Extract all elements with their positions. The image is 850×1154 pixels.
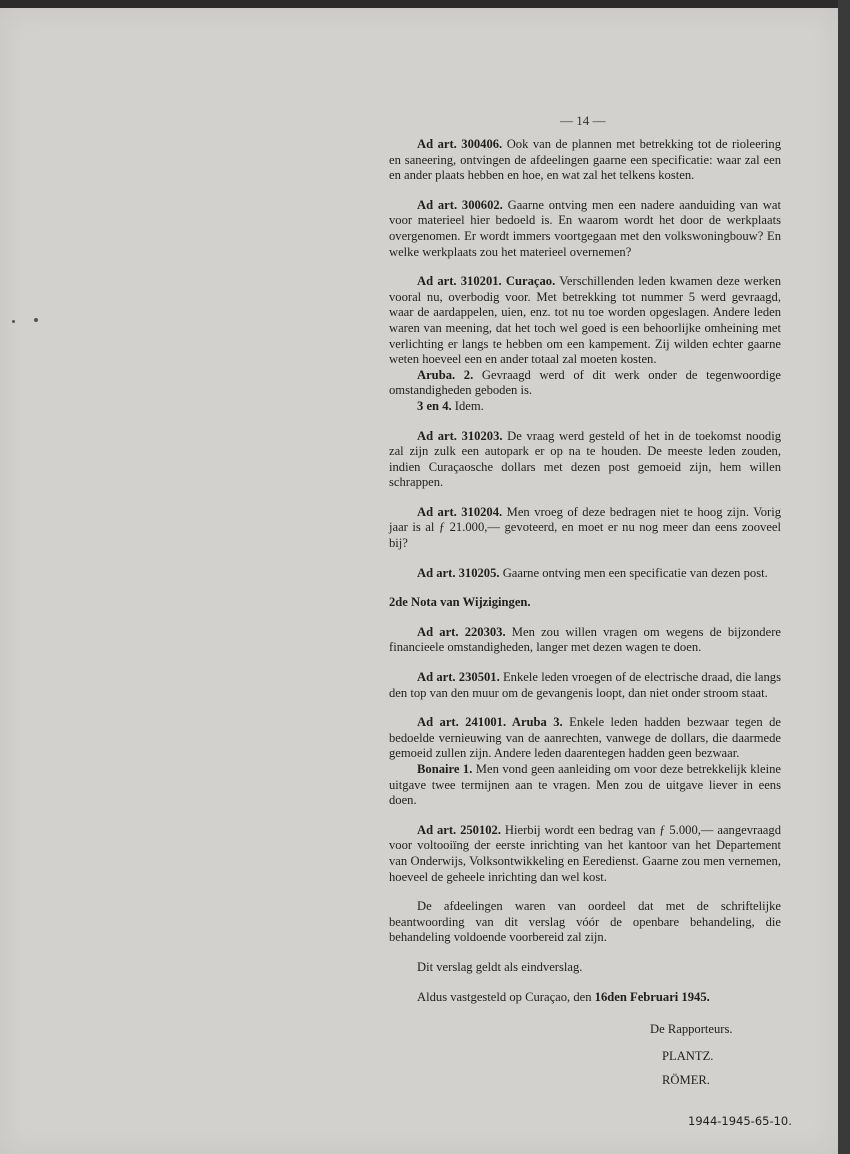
paragraph-text: Men zou willen vragen om wegens de bijzondere financieele omstandigheden, langer met dezen wagen te doen. [389, 624, 781, 655]
paragraph-text: Dit verslag geldt als eindverslag. [417, 959, 583, 974]
report-paragraph [389, 505, 781, 552]
report-paragraph [389, 399, 781, 415]
report-paragraph [389, 823, 781, 885]
report-paragraph [389, 990, 781, 1006]
margin-mark [12, 320, 15, 323]
paragraph-text: Gaarne ontving men een specificatie van dezen post. [499, 565, 768, 580]
article-label: Ad art. 220303. [417, 624, 506, 639]
page-edge [838, 0, 850, 1154]
report-paragraph [389, 566, 781, 582]
margin-mark [34, 318, 38, 322]
paragraph-text: Ook van de plannen met betrekking tot de rioleering en saneering, ontvingen de afdeelingen gaarne een specificatie: waar zal een en ander plaats hebben en hoe, en wat zal het telkens kosten. [389, 137, 781, 183]
article-label: Bonaire 1. [417, 762, 473, 776]
report-paragraph [389, 137, 781, 184]
paragraph-text: Idem. [451, 398, 484, 413]
article-label: Ad art. 300406. [417, 137, 503, 151]
signature-heading: De Rapporteurs. [650, 1022, 733, 1036]
paragraph-text: Gevraagd werd of dit werk onder de tegenwoordige omstandigheden geboden is. [389, 367, 782, 398]
report-paragraph [389, 899, 781, 946]
paragraph-text: Men vroeg of deze bedragen niet te hoog zijn. Vorig jaar is al ƒ 21.000,— gevoteerd, en moet er nu nog meer dan eens zooveel bij? [389, 504, 781, 551]
article-label: 3 en 4. [417, 398, 452, 413]
article-label: Ad art. 230501. [417, 670, 500, 685]
page-number: — 14 — [560, 113, 606, 128]
paragraph-text: Enkele leden hadden bezwaar tegen de bedoelde vernieuwing van de aanrechten, vanwege de dollars, die daarmede gemoeid zullen zijn. Andere leden daarentegen hadden geen bezwaar. [389, 715, 781, 761]
article-label: Ad art. 300602. [417, 197, 503, 212]
paragraph-text: De vraag werd gesteld of het in de toekomst noodig zal zijn zulk een autopark er op na te houden. De meeste leden zouden, indien Curaçaosche dollars met dezen post gemoeid zijn, hem willen schrappen. [389, 428, 781, 490]
report-paragraph [389, 429, 781, 491]
article-label: Ad art. 310205. [417, 565, 500, 580]
report-paragraph [389, 198, 781, 260]
report-paragraph [389, 625, 781, 656]
paragraph-text: Verschillenden leden kwamen deze werken vooral nu, overbodig voor. Met betrekking tot nummer 5 werd gevraagd, waar de aardappelen, uien, enz. tot nu toe worden opgeslagen. Andere leden waren van meening, dat het toch wel goed is een behoorlijke omheining met verlichting er langs te hebben om een kampement. Zij wilden echter gaarne weten hoeveel een en ander totaal zal moeten kosten. [389, 274, 781, 367]
report-paragraph [389, 670, 781, 701]
report-paragraph [389, 715, 781, 762]
date-text: 16den Februari 1945. [594, 989, 710, 1004]
article-label: Aruba. 2. [417, 367, 474, 382]
signature-name: PLANTZ. [662, 1049, 714, 1063]
paragraph-text: Gaarne ontving men een nadere aanduiding van wat voor materieel hier bedoeld is. En waarom wordt het door de werkplaats overgenomen. Er wordt immers voortgegaan met den volkswoningbouw? En welke werkplaats zou het materieel overnemen? [389, 197, 781, 259]
paragraph-text: Men vond geen aanleiding om voor deze betrekkelijk kleine uitgave twee termijnen aan te vragen. Men zou de uitgave liever in eens doen. [389, 762, 781, 808]
article-label: 2de Nota van Wijzigingen. [389, 595, 531, 610]
report-paragraph [389, 595, 781, 611]
signature-name: RÖMER. [662, 1073, 710, 1087]
article-label: Ad art. 241001. Aruba 3. [417, 715, 563, 730]
report-paragraph [389, 368, 781, 399]
report-paragraph [389, 762, 781, 809]
report-body [389, 137, 781, 1019]
paragraph-text: De afdeelingen waren van oordeel dat met de schriftelijke beantwoording van dit verslag vóór de openbare behandeling, die behandeling voldoende voorbereid zal zijn. [389, 899, 781, 945]
print-code: 1944-1945-65-10. [688, 1114, 792, 1128]
article-label: Ad art. 250102. [417, 822, 502, 837]
article-label: Ad art. 310204. [417, 504, 503, 519]
article-label: Ad art. 310203. [417, 428, 503, 443]
paragraph-text: Hierbij wordt een bedrag van ƒ 5.000,— aangevraagd voor voltooiïng der eerste inrichting van het kantoor van het Departement van Onderwijs, Volksontwikkeling en Eeredienst. Gaarne zou men vernemen, hoeveel de geheele inrichting dan wel kost. [389, 822, 781, 884]
report-paragraph [389, 274, 781, 368]
article-label: Ad art. 310201. Curaçao. [417, 274, 556, 289]
paragraph-text: Enkele leden vroegen of de electrische draad, die langs den top van den muur om de gevangenis loopt, dan niet onder stroom staat. [389, 670, 782, 700]
report-paragraph [389, 960, 781, 976]
paragraph-text: Aldus vastgesteld op Curaçao, den [417, 989, 595, 1004]
